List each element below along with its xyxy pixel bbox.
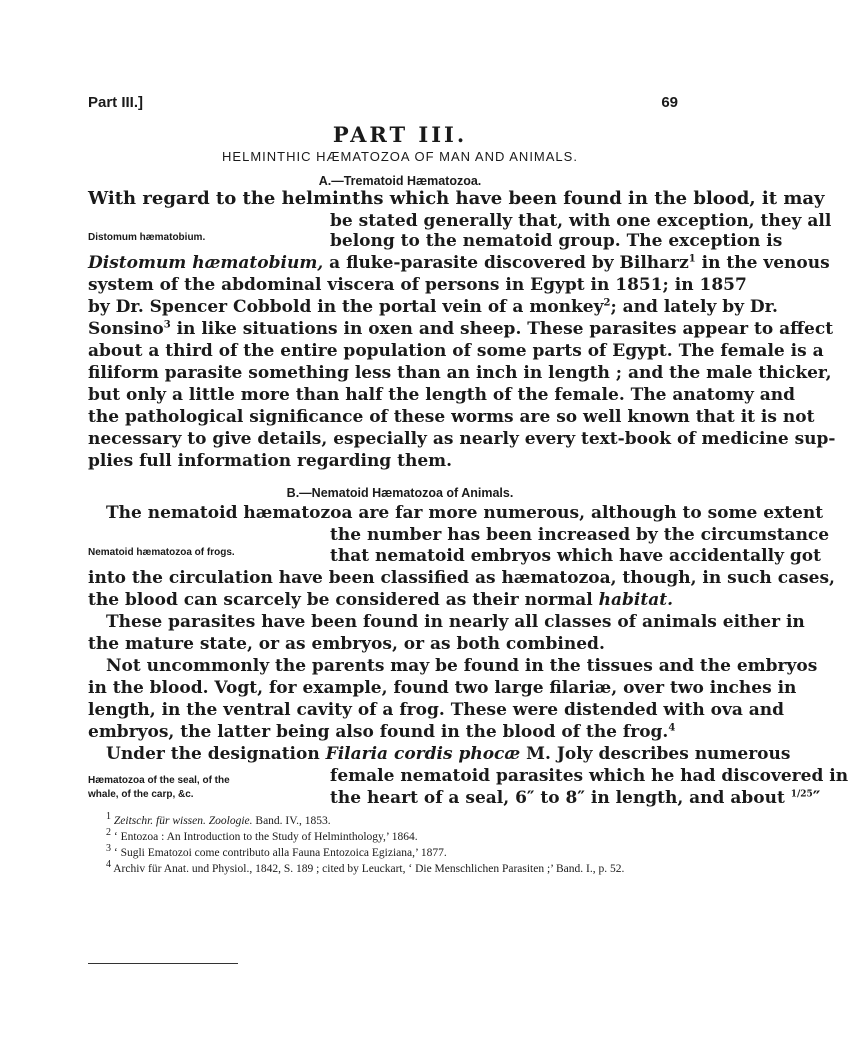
text-run: the heart of a seal, 6″ to 8″ in length, and about [330,788,791,808]
page-number: 69 [661,94,678,111]
footnote-number: 2 [106,827,111,839]
text-run: in like situations in oxen and sheep. These parasites appear to affect [170,319,834,339]
para2-line5 [88,589,682,611]
inch-mark: ″ [812,788,821,808]
text-run: ; and lately by Dr. [610,297,778,317]
para1-line5: system of the abdominal viscera of persons in Egypt in 1851; in 1857 [88,275,747,295]
para2-line1: The nematoid hæmatozoa are far more numerous, although to some extent [106,503,824,523]
text-run: the blood can scarcely be considered as their normal [88,590,599,610]
footnote-ref[interactable]: 3 [163,319,171,331]
para2-line2: the number has been increased by the circumstance [330,525,830,545]
para1-line1: With regard to the helminths which have been found in the blood, it may [88,188,825,209]
para3-line3: length, in the ventral cavity of a frog. These were distended with ova and [88,700,785,720]
para2-line7: the mature state, or as embryos, or as both combined. [88,634,605,654]
para1-line10: but only a little more than half the length of the female. The anatomy and [88,385,796,405]
footnote-1 [106,811,331,827]
sidenote-seal-line1: Hæmatozoa of the seal, of the [88,775,230,786]
para3-line2: in the blood. Vogt, for example, found two large filariæ, over two inches in [88,678,797,698]
para1-line2: be stated generally that, with one exception, they all [330,211,832,231]
para1-line4 [88,252,830,274]
text-run: M. Joly describes numerous [520,744,791,764]
footnote-number: 1 [106,811,111,823]
text-run: Band. IV., 1853. [252,815,331,827]
journal-title: Zeitschr. für wissen. Zoologie. [113,815,253,827]
para1-line6 [88,296,778,318]
para3-line7 [330,787,821,809]
para1-line13: plies full information regarding them. [88,451,453,471]
footnote-3 [106,843,447,859]
taxon-name: Filaria cordis phocæ [325,744,521,764]
text-run: Archiv für Anat. und Physiol., 1842, S. 189 ; cited by Leuckart, ‘ Die Menschlichen Parasiten ;’ Band. I., p. 52. [113,863,625,875]
subheading-nematoid: B.—Nematoid Hæmatozoa of Animals. [286,486,514,500]
footnote-ref[interactable]: 4 [668,722,676,734]
sidenote-distomum: Distomum hæmatobium. [88,232,206,243]
para1-line3: belong to the nematoid group. The exception is [330,231,783,251]
para2-line3: that nematoid embryos which have accidentally got [330,546,821,566]
part-title: PART III. [332,122,468,147]
footnote-ref[interactable]: 1 [688,253,696,265]
para1-line8: about a third of the entire population of some parts of Egypt. The female is a [88,341,824,361]
para1-line11: the pathological significance of these worms are so well known that it is not [88,407,815,427]
footnote-number: 3 [106,843,111,855]
text-run: a fluke-parasite discovered by Bilharz [323,253,689,273]
text-run: in the venous [695,253,830,273]
footnote-ref[interactable]: 2 [603,297,611,309]
text-run: ‘ Entozoa : An Introduction to the Study of Helminthology,’ 1864. [113,831,418,843]
footnote-2 [106,827,418,843]
footnote-number: 4 [106,859,111,871]
para1-line12: necessary to give details, especially as nearly every text-book of medicine sup- [88,429,836,449]
section-title: HELMINTHIC HÆMATOZOA OF MAN AND ANIMALS. [222,149,578,164]
text-run: Sonsino [88,319,164,339]
subheading-trematoid: A.—Trematoid Hæmatozoa. [318,174,482,188]
para2-line6: These parasites have been found in nearly all classes of animals either in [106,612,805,632]
para1-line9: filiform parasite something less than an inch in length ; and the male thicker, [88,363,832,383]
text-run: Under the designation [106,744,326,764]
para3-line6: female nematoid parasites which he had discovered in [330,766,848,786]
text-run: ‘ Sugli Ematozoi come contributo alla Fauna Entozoica Egiziana,’ 1877. [113,847,447,859]
italic-term: habitat. [598,590,673,610]
para3-line1: Not uncommonly the parents may be found in the tissues and the embryos [106,656,818,676]
para1-line7 [88,318,834,340]
sidenote-frogs: Nematoid hæmatozoa of frogs. [88,547,235,558]
para3-line4 [88,721,682,743]
fraction: 1/25 [790,789,813,800]
text-run: by Dr. Spencer Cobbold in the portal vein of a monkey [88,297,604,317]
taxon-name: Distomum hæmatobium, [88,253,324,273]
para2-line4: into the circulation have been classified as hæmatozoa, though, in such cases, [88,568,835,588]
sidenote-seal-line2: whale, of the carp, &c. [88,789,194,800]
footnote-rule [88,963,238,964]
running-header-part: Part III.] [88,94,144,111]
text-run: embryos, the latter being also found in the blood of the frog. [88,722,669,742]
para3-line5 [106,743,791,765]
footnote-4 [106,859,625,875]
